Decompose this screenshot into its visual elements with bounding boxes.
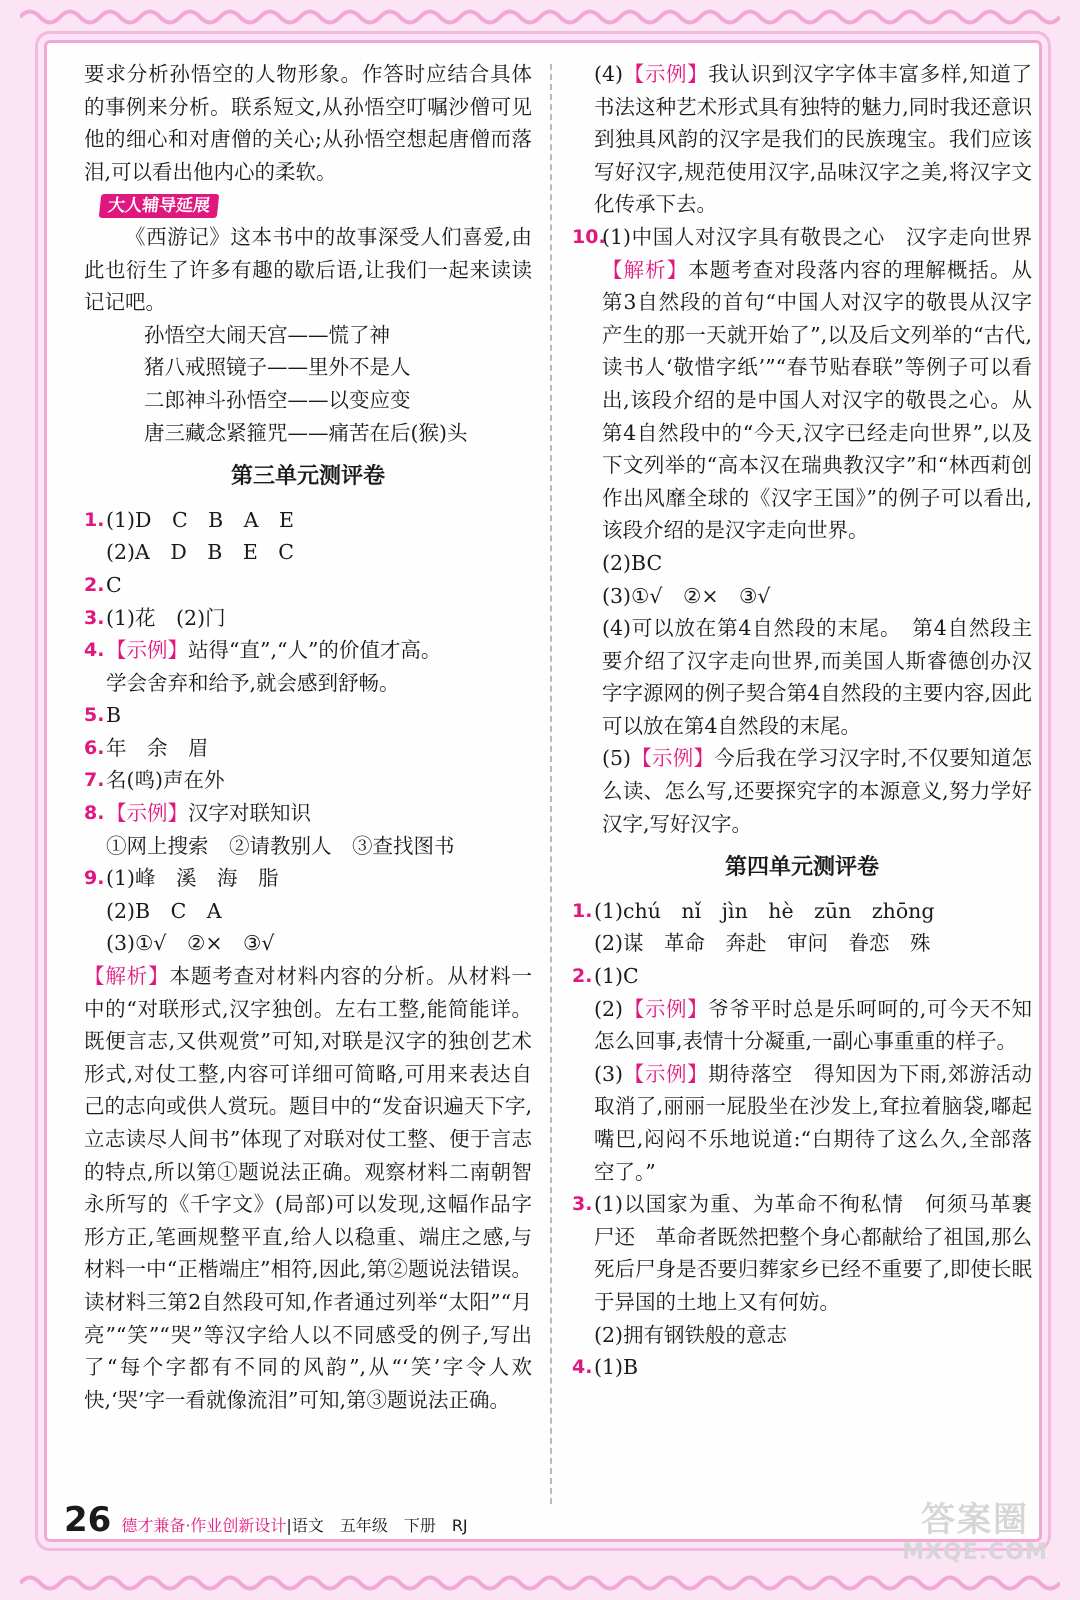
item-number: 3.: [572, 1193, 593, 1216]
verse-line: 唐三藏念紧箍咒——痛苦在后(猴)头: [144, 420, 468, 445]
answer-item-8: [84, 797, 532, 862]
analysis-tag: 【解析】: [602, 257, 689, 282]
answer-paragraph: [594, 993, 1032, 1058]
sub-label: (3): [594, 1061, 624, 1086]
example-tag: 【示例】: [631, 746, 715, 771]
analysis-text: 本题考查对材料内容的分析。从材料一中的“对联形式,汉字独创。左右工整,能简能详。既便言志,又供观赏”可知,对联是汉字的独创艺术形式,对仗工整,内容可详细可简略,可用来表达自己的志向或供人赏玩。题目中的“发奋识遍天下字,立志读尽人间书”体现了对联对仗工整、便于言志的特点,所以第①题说法正确。观察材料二南朝智永所写的《千字文》(局部)可以发现,这幅作品字形方正,笔画规整平直,给人以稳重、端庄之感,与材料一中“正楷端庄”相符,因此,第②题说法错误。读材料三第2自然段可知,作者通过列举“太阳”“月亮”“笑”“哭”等汉字给人以不同感受的例子,写出了“每个字都有不同的风韵”,从“‘笑’字令人欢快,‘哭’字一看就像流泪”可知,第③题说法正确。: [84, 964, 532, 1412]
intro-paragraph: 要求分析孙悟空的人物形象。作答时应结合具体的事例来分析。联系短文,从孙悟空叮嘱沙僧可见他的细心和对唐僧的关心;从孙悟空想起唐僧而落泪,可以看出他内心的柔软。: [84, 62, 532, 184]
verse-line: 猪八戒照镜子——里外不是人: [144, 355, 411, 380]
sub-label: (2): [594, 996, 624, 1021]
item-number: 3.: [84, 606, 105, 629]
answer-item-9: [84, 862, 532, 960]
left-column: [84, 58, 532, 1416]
analysis-paragraph: [84, 960, 532, 1416]
page-footer: [64, 1500, 468, 1540]
answer-paragraph: [602, 742, 1032, 840]
answer-paragraph: [594, 1058, 1032, 1188]
column-divider: [550, 64, 552, 1504]
answer-line: 名(鸣)声在外: [106, 768, 225, 793]
answer-line: (3)①√ ②× ③√: [106, 931, 275, 956]
answer-line: (2)BC: [602, 550, 663, 575]
answer-item-4: [84, 634, 532, 699]
answer-item-7: [84, 764, 532, 797]
bottom-wave-border: [20, 1572, 1060, 1594]
analysis-paragraph: [602, 221, 1032, 547]
analysis-tag: 【解析】: [84, 964, 170, 989]
item-number: 1.: [572, 899, 593, 922]
top-wave-border: [20, 6, 1060, 28]
watermark-line: MXQE.COM: [902, 1540, 1048, 1565]
item-number: 5.: [84, 704, 105, 727]
answer-paragraph: [572, 58, 1032, 221]
item-number: 2.: [572, 965, 593, 988]
answer-line: (1)B: [594, 1355, 639, 1380]
answer-text: 今后我在学习汉字时,不仅要知道怎么读、怎么写,还要探究字的本源意义,努力学好汉字,写好汉字。: [602, 746, 1032, 836]
answer-line: 学会舍弃和给予,就会感到舒畅。: [106, 670, 400, 695]
verse-line: 孙悟空大闹天宫——慌了神: [144, 322, 390, 347]
answer-text: 爷爷平时总是乐呵呵的,可今天不知怎么回事,表情十分凝重,一副心事重重的样子。: [594, 996, 1032, 1054]
verse-line: 二郎神斗孙悟空——以变应变: [144, 387, 411, 412]
example-tag: 【示例】: [623, 1061, 709, 1086]
footer-info: |语文 五年级 下册 RJ: [286, 1516, 468, 1535]
answer-item-4: [572, 1351, 1032, 1384]
extension-text: 《西游记》这本书中的故事深受人们喜爱,由此也衍生了许多有趣的歇后语,让我们一起来读读记记吧。: [84, 224, 532, 315]
item-number: 10.: [572, 225, 606, 248]
sub-label: (5): [602, 746, 632, 771]
answer-line: (3)①√ ②× ③√: [602, 583, 771, 608]
item-number: 6.: [84, 736, 105, 759]
answer-item-2: [84, 569, 532, 602]
example-tag: 【示例】: [623, 996, 709, 1021]
answer-item-1: [572, 895, 1032, 960]
section-title-unit3: 第三单元测评卷: [230, 464, 385, 490]
answer-paragraph: (4)可以放在第4自然段的末尾。 第4自然段主要介绍了汉字走向世界,而美国人斯睿德创办汉字字源网的例子契合第4自然段的主要内容,因此可以放在第4自然段的末尾。: [602, 616, 1032, 738]
item-number: 2.: [84, 573, 105, 596]
answer-line: (1)峰 溪 海 脂: [106, 866, 279, 891]
answer-item-1: [84, 504, 532, 569]
watermark-logo: [900, 1500, 1050, 1570]
answer-line: (1)花 (2)门: [106, 605, 226, 630]
answer-line: (2)B C A: [106, 898, 222, 923]
item-number: 1.: [84, 508, 105, 531]
answer-line: B: [106, 703, 122, 728]
sub-label: (4): [594, 62, 624, 86]
answer-item-5: [84, 699, 532, 732]
item-number: 4.: [84, 639, 105, 662]
example-tag: 【示例】: [106, 638, 188, 663]
footer-brand: 德才兼备·作业创新设计: [121, 1516, 287, 1535]
answer-text: 期待落空 得知因为下雨,郊游活动取消了,丽丽一屁股坐在沙发上,耷拉着脑袋,嘟起嘴巴,闷闷不乐地说道:“白期待了这么久,全部落空了。”: [594, 1061, 1032, 1184]
answer-line: ①网上搜索 ②请教别人 ③查找图书: [106, 833, 455, 858]
watermark-line: 答案圈: [921, 1500, 1029, 1540]
answer-text: 汉字对联知识: [188, 801, 311, 826]
right-column: [572, 58, 1032, 1384]
item-number: 8.: [84, 802, 105, 825]
item-number: 9.: [84, 867, 105, 890]
answer-item-3: [572, 1188, 1032, 1351]
extension-badge: 大人辅导延展: [99, 194, 220, 218]
section-title-unit4: 第四单元测评卷: [724, 855, 879, 881]
answer-item-6: [84, 732, 532, 765]
analysis-text: 本题考查对段落内容的理解概括。从第3自然段的首句“中国人对汉字的敬畏从汉字产生的那一天就开始了”,以及后文列举的“古代,读书人‘敬惜字纸’”“春节贴春联”等例子可以看出,该段介绍的是中国人对汉字的敬畏之心。从第4自然段中的“今天,汉字已经走向世界”,以及下文列举的“高本汉在瑞典教汉字”和“林西莉创作出风靡全球的《汉字王国》”的例子可以看出,该段介绍的是汉字走向世界。: [602, 257, 1033, 543]
answer-item-3: [84, 602, 532, 635]
answer-line: C: [106, 572, 122, 597]
item-number: 7.: [84, 769, 105, 792]
answer-text: 站得“直”,“人”的价值才高。: [188, 638, 442, 663]
page-number: 26: [64, 1500, 112, 1540]
answer-line: (2)A D B E C: [106, 540, 294, 565]
answer-text: (1)中国人对汉字具有敬畏之心 汉字走向世界: [602, 224, 1032, 249]
answer-paragraph: (1)以国家为重、为革命不徇私情 何须马革裹尸还 革命者既然把整个身心都献给了祖国,那么死后尸身是否要归葬家乡已经不重要了,即使长眠于异国的土地上又有何妨。: [594, 1192, 1032, 1314]
answer-text: 我认识到汉字字体丰富多样,知道了书法这种艺术形式具有独特的魅力,同时我还意识到独具风韵的汉字是我们的民族瑰宝。我们应该写好汉字,规范使用汉字,品味汉字之美,将汉字文化传承下去。: [594, 62, 1032, 217]
answer-line: (2)谋 革命 奔赴 审问 眷恋 殊: [594, 931, 931, 956]
answer-line: 年 余 眉: [106, 735, 209, 760]
answer-line: (2)拥有钢铁般的意志: [594, 1322, 788, 1347]
example-tag: 【示例】: [623, 62, 709, 86]
answer-line: (1)C: [594, 964, 639, 989]
item-number: 4.: [572, 1356, 593, 1379]
answer-item-2: [572, 960, 1032, 1188]
answer-line: (1)chú nǐ jìn hè zūn zhōng: [594, 898, 935, 923]
example-tag: 【示例】: [106, 801, 188, 826]
answer-item-10: [572, 221, 1032, 840]
answer-line: (1)D C B A E: [106, 507, 294, 532]
